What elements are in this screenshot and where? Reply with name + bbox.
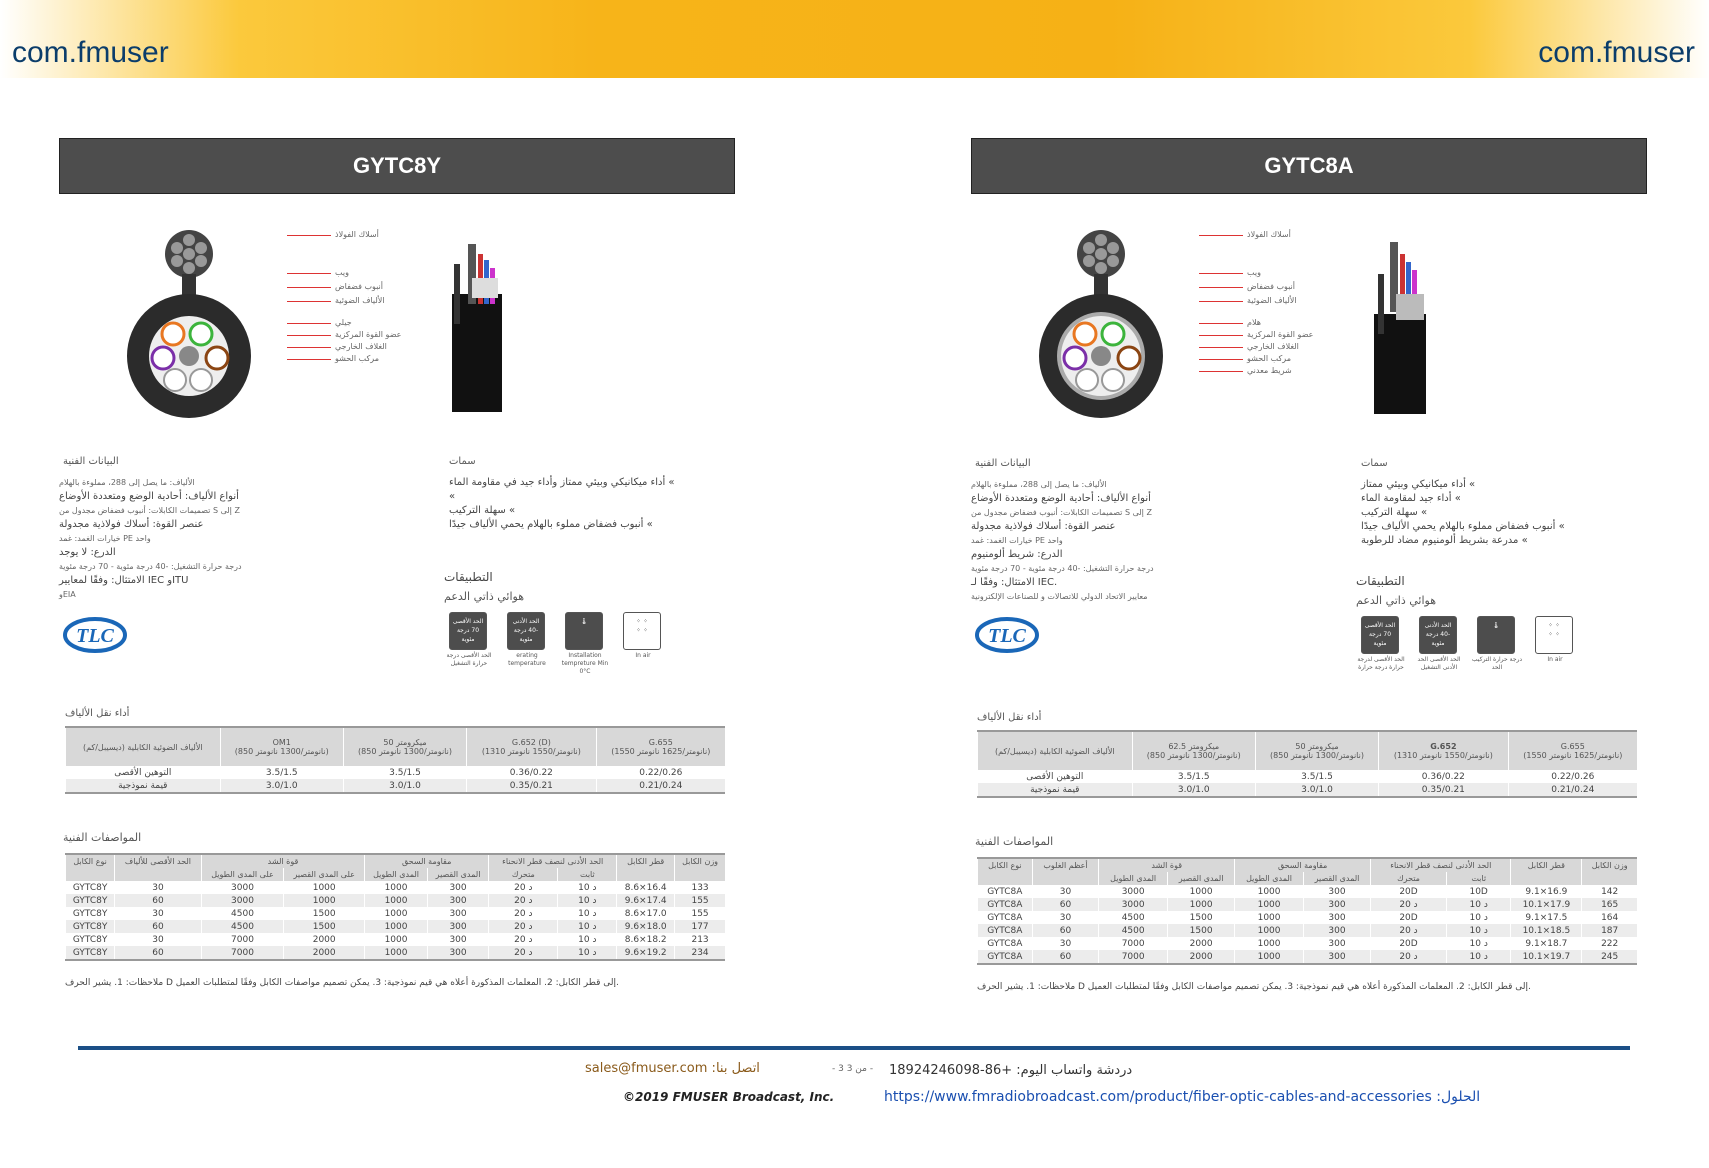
- icon-caption: In air: [635, 652, 651, 659]
- applications-subtitle: هوائي ذاتي الدعم: [1356, 594, 1437, 607]
- tech-line: درجة حرارة التشغيل: -40 درجة مئوية - 70 درجة مئوية: [971, 564, 1154, 573]
- brand-logo-left: com.fmuser: [12, 36, 169, 69]
- in-air-icon: ⁘ ⁘ ⁘ ⁘: [1535, 616, 1573, 654]
- notes-text: ملاحظات: 1. يشير الحرف D إلى قطر الكابل: 2. المعلمات المذكورة أعلاه هي قيم نموذجية: 3. يمكن تصميم مواصفات الكابل وفقًا لمتطلبات العميل.: [977, 982, 1531, 992]
- product-panel-gytc8a: [971, 138, 1647, 1008]
- callout: مركب الحشو: [335, 354, 379, 363]
- cable-3d-image: [1366, 234, 1436, 414]
- perf-header: G.652 (1310 نانومتر/1550 نانومتر): [1379, 731, 1508, 770]
- tech-line: عنصر القوة: أسلاك فولاذية مجدولة: [971, 521, 1116, 532]
- tech-line: الألياف: ما يصل إلى 288، مملوءة بالهلام: [59, 478, 195, 487]
- perf-header: G.655 (1550 نانومتر/1625 نانومتر): [596, 727, 725, 766]
- performance-table: [65, 726, 725, 794]
- table-row: GYTC8A 30 4500 1500 1000 300 20D 10 د 9.1×17.5 164: [978, 911, 1638, 924]
- application-icons: [1357, 616, 1601, 686]
- feature-item: «: [449, 491, 456, 502]
- min-temp-icon: الحد الأدنى -40 درجة مئوية: [507, 612, 545, 650]
- table-row: GYTC8A 60 4500 1500 1000 300 20 د 10 د 10.1×18.5 187: [978, 924, 1638, 937]
- tech-line: درجة حرارة التشغيل: -40 درجة مئوية - 70 درجة مئوية: [59, 562, 242, 571]
- tech-line: تصميمات الكابلات: أنبوب فضفاض مجدول من S إلى Z: [59, 506, 240, 515]
- thermometer-icon: 🌡: [1477, 616, 1515, 654]
- solutions-url-link[interactable]: https://www.fmradiobroadcast.com/product/fiber-optic-cables-and-accessories :الحلول: [884, 1089, 1481, 1105]
- feature-item: سهلة التركيب «: [449, 505, 516, 516]
- table-row: GYTC8Y 30 7000 2000 1000 300 20 د 10 د 8.6×18.2 213: [66, 933, 726, 946]
- tech-line: الامتثال: وفقًا لمعايير IEC وITU: [59, 575, 189, 586]
- table-row: GYTC8A 30 7000 2000 1000 300 20D 10 د 9.1×18.7 222: [978, 937, 1638, 950]
- cable-3d-image: [444, 234, 514, 414]
- features-heading: سمات: [1361, 458, 1388, 469]
- perf-header: 50 ميكرومتر (850 نانومتر/1300 نانومتر): [343, 727, 466, 766]
- icon-caption: In air: [1547, 656, 1563, 663]
- features-list: [449, 476, 729, 532]
- callout: أسلاك الفولاذ: [335, 230, 379, 239]
- whatsapp-contact-link[interactable]: دردشة واتساب اليوم: +86-18924246098: [889, 1063, 1133, 1078]
- tech-data-list: [971, 478, 1301, 604]
- page-number: - 3 من 3 -: [832, 1064, 874, 1074]
- tech-line: وEIA: [59, 590, 76, 599]
- icon-caption: الحد الأقصى لدرجة حرارة درجة حرارة: [1357, 656, 1405, 671]
- perf-header: الألياف الضوئية الكابلية (ديسيبل/كم): [978, 731, 1133, 770]
- footer-divider: [78, 1046, 1630, 1050]
- callout: عضو القوة المركزية: [1247, 330, 1314, 339]
- tech-line: الدرع: شريط ألومنيوم: [971, 549, 1063, 560]
- features-list: [1361, 478, 1641, 548]
- table-row: التوهين الأقصى 3.5/1.5 3.5/1.5 0.36/0.22 0.22/0.26: [978, 770, 1638, 783]
- table-row: GYTC8Y 60 7000 2000 1000 300 20 د 10 د 9.6×19.2 234: [66, 946, 726, 960]
- cable-cross-section: [119, 230, 419, 420]
- header-banner: [0, 0, 1709, 78]
- icon-caption: درجة حرارة التركيب الحد: [1471, 656, 1523, 671]
- perf-header: الألياف الضوئية الكابلية (ديسيبل/كم): [66, 727, 221, 766]
- perf-header: 50 ميكرومتر (850 نانومتر/1300 نانومتر): [1255, 731, 1378, 770]
- perf-header: G.652 (D) (1310 نانومتر/1550 نانومتر): [467, 727, 596, 766]
- tech-line: خيارات الغمد: غمد PE واحد: [59, 534, 151, 543]
- max-temp-icon: الحد الأقصى 70 درجة مئوية: [1361, 616, 1399, 654]
- tech-line: الألياف: ما يصل إلى 288، مملوءة بالهلام: [971, 480, 1107, 489]
- icon-caption: erating temperature: [508, 652, 546, 667]
- perf-header: G.655 (1550 نانومتر/1625 نانومتر): [1508, 731, 1637, 770]
- applications-heading: التطبيقات: [444, 570, 493, 584]
- notes-text: ملاحظات: 1. يشير الحرف D إلى قطر الكابل: 2. المعلمات المذكورة أعلاه هي قيم نموذجية: 3. يمكن تصميم مواصفات الكابل وفقًا لمتطلبات العميل.: [65, 978, 619, 988]
- tech-line: خيارات الغمد: غمد PE واحد: [971, 536, 1063, 545]
- table-row: قيمة نموذجية 3.0/1.0 3.0/1.0 0.35/0.21 0.21/0.24: [978, 783, 1638, 797]
- tech-data-heading: البيانات الفنية: [63, 456, 119, 467]
- applications-subtitle: هوائي ذاتي الدعم: [444, 590, 525, 603]
- icon-caption: الحد الأقصى الحد الأدنى التشغيل: [1417, 656, 1461, 671]
- tlc-logo: [975, 616, 1039, 654]
- callout: جيلي: [335, 318, 352, 327]
- feature-item: أنبوب فضفاض مملوء بالهلام يحمي الألياف جيدًا «: [449, 519, 653, 530]
- perf-heading: أداء نقل الألياف: [977, 712, 1042, 723]
- spec-table: نوع الكابل الحد الأقصى للألياف قوة الشد مقاومة السحق الحد الأدنى لنصف قطر الانحناء قطر الكابل وزن الكابل على المدى الطويل على المدى القصير المدى الطويل المدى القصير متحرك ثابت GYTC8Y 30 3000 1000 1000 300 20 د 10 د 8.6×16.4 133 GYTC8Y 60 3000 1000 1000 300 20 د 10 د 9.6×17.4 155 GYTC8Y 30 4500 1500 1000 300 20 د 10 د 8.6×17.0 155 GYTC8Y 60 4500 1500 1000 300 20 د 10 د 9.6×18.0 177 GYTC8Y 30 7000 2000 1000 300 20 د 10 د 8.6×18.2 213 GYTC8Y 60 7000 2000 1000 300 20 د 10 د 9.6×19.2 234: [65, 853, 725, 961]
- table-row: GYTC8A 30 3000 1000 1000 300 20D 10D 9.1×16.9 142: [978, 885, 1638, 898]
- table-row: GYTC8A 60 3000 1000 1000 300 20 د 10 د 10.1×17.9 165: [978, 898, 1638, 911]
- in-air-icon: ⁘ ⁘ ⁘ ⁘: [623, 612, 661, 650]
- perf-header: 62.5 ميكرومتر (850 نانومتر/1300 نانومتر): [1132, 731, 1255, 770]
- product-title: GYTC8A: [971, 138, 1647, 194]
- tech-line: الدرع: لا يوجد: [59, 547, 116, 558]
- tech-line: الامتثال: وفقًا لـ IEC.: [971, 577, 1058, 588]
- feature-item: أنبوب فضفاض مملوء بالهلام يحمي الألياف جيدًا «: [1361, 521, 1565, 532]
- applications-heading: التطبيقات: [1356, 574, 1405, 588]
- tlc-logo: [63, 616, 127, 654]
- tlc-logo-text: TLC: [76, 625, 114, 647]
- table-row: GYTC8Y 30 3000 1000 1000 300 20 د 10 د 8.6×16.4 133: [66, 881, 726, 894]
- callout: ويب: [335, 268, 349, 277]
- spec-heading: المواصفات الفنية: [63, 831, 142, 844]
- callout: الألياف الضوئية: [1247, 296, 1297, 305]
- features-heading: سمات: [449, 456, 476, 467]
- table-row: التوهين الأقصى 3.5/1.5 3.5/1.5 0.36/0.22 0.22/0.26: [66, 766, 726, 779]
- copyright-text: ©2019 FMUSER Broadcast, Inc.: [623, 1090, 835, 1104]
- brand-logo-right: com.fmuser: [1538, 36, 1695, 69]
- feature-item: مدرعة بشريط ألومنيوم مضاد للرطوبة «: [1361, 535, 1528, 546]
- table-row: GYTC8Y 30 4500 1500 1000 300 20 د 10 د 8.6×17.0 155: [66, 907, 726, 920]
- table-row: GYTC8A 60 7000 2000 1000 300 20 د 10 د 10.1×19.7 245: [978, 950, 1638, 964]
- icon-caption: Installation tempreture Min 0°C: [561, 652, 609, 675]
- feature-item: سهلة التركيب «: [1361, 507, 1428, 518]
- callout: أسلاك الفولاذ: [1247, 230, 1291, 239]
- callout: الألياف الضوئية: [335, 296, 385, 305]
- thermometer-icon: 🌡: [565, 612, 603, 650]
- callout: أنبوب فضفاض: [1247, 282, 1295, 291]
- table-row: GYTC8Y 60 3000 1000 1000 300 20 د 10 د 9.6×17.4 155: [66, 894, 726, 907]
- callout: هلام: [1247, 318, 1261, 327]
- callout: أنبوب فضفاض: [335, 282, 383, 291]
- cable-cross-section: [1031, 230, 1331, 420]
- perf-heading: أداء نقل الألياف: [65, 708, 130, 719]
- table-row: قيمة نموذجية 3.0/1.0 3.0/1.0 0.35/0.21 0.21/0.24: [66, 779, 726, 793]
- feature-item: أداء ميكانيكي وبيئي ممتاز «: [1361, 479, 1476, 490]
- tech-line: معايير الاتحاد الدولي للاتصالات و للصناعات الإلكترونية: [971, 592, 1148, 601]
- spec-table: نوع الكابل أعظم الغلوب قوة الشد مقاومة السحق الحد الأدنى لنصف قطر الانحناء قطر الكابل وزن الكابل المدى الطويل المدى القصير المدى الطويل المدى القصير متحرك ثابت GYTC8A 30 3000 1000 1000 300 20D 10D 9.1×16.9 142 GYTC8A 60 3000 1000 1000 300 20 د 10 د 10.1×17.9 165 GYTC8A 30 4500 1500 1000 300 20D 10 د 9.1×17.5 164 GYTC8A 60 4500 1500 1000 300 20 د 10 د 10.1×18.5 187 GYTC8A 30 7000 2000 1000 300 20D 10 د 9.1×18.7 222 GYTC8A 60 7000 2000 1000 300 20 د 10 د 10.1×19.7 245: [977, 857, 1637, 965]
- cross-section-diagram: [1031, 230, 1231, 420]
- feature-item: أداء جيد لمقاومة الماء «: [1361, 493, 1461, 504]
- cross-section-diagram: [119, 230, 319, 420]
- perf-header: OM1 (850 نانومتر/1300 نانومتر): [220, 727, 343, 766]
- callout: الغلاف الخارجي: [1247, 342, 1299, 351]
- spec-heading: المواصفات الفنية: [975, 835, 1054, 848]
- application-icons: [446, 612, 689, 682]
- callout: ويب: [1247, 268, 1261, 277]
- tech-line: عنصر القوة: أسلاك فولاذية مجدولة: [59, 519, 204, 530]
- tech-data-list: [59, 476, 389, 602]
- callout: عضو القوة المركزية: [335, 330, 402, 339]
- contact-email-link[interactable]: sales@fmuser.com :اتصل بنا: [585, 1061, 760, 1076]
- tech-line: تصميمات الكابلات: أنبوب فضفاض مجدول من S إلى Z: [971, 508, 1152, 517]
- product-panel-gytc8y: [59, 138, 735, 1008]
- tlc-logo-text: TLC: [988, 625, 1026, 647]
- product-title: GYTC8Y: [59, 138, 735, 194]
- performance-table: [977, 730, 1637, 798]
- callout: شريط معدني: [1247, 366, 1292, 375]
- feature-item: أداء ميكانيكي وبيئي ممتاز وأداء جيد في مقاومة الماء «: [449, 477, 675, 488]
- min-temp-icon: الحد الأدنى -40 درجة مئوية: [1419, 616, 1457, 654]
- max-temp-icon: الحد الأقصى 70 درجة مئوية: [449, 612, 487, 650]
- tech-line: أنواع الألياف: أحادية الوضع ومتعددة الأوضاع: [971, 493, 1151, 504]
- icon-caption: الحد الأقصى درجة حرارة التشغيل: [446, 652, 492, 667]
- callout: مركب الحشو: [1247, 354, 1291, 363]
- tech-data-heading: البيانات الفنية: [975, 458, 1031, 469]
- table-row: GYTC8Y 60 4500 1500 1000 300 20 د 10 د 9.6×18.0 177: [66, 920, 726, 933]
- tech-line: أنواع الألياف: أحادية الوضع ومتعددة الأوضاع: [59, 491, 239, 502]
- callout: الغلاف الخارجي: [335, 342, 387, 351]
